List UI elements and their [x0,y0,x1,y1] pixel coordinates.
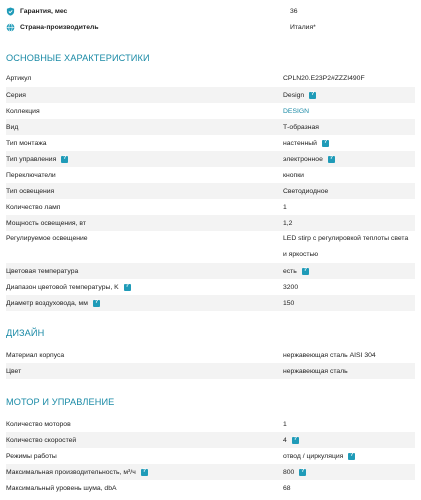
spec-row-switches [6,167,415,183]
spec-row-max-noise [6,480,415,496]
spec-key-wrap [6,300,283,307]
help-icon[interactable]: ? [323,139,328,146]
spec-key: Максимальный уровень шума, dbA [6,484,117,492]
spec-value: есть [283,267,297,275]
spec-row-light-power [6,215,415,231]
spec-value: Светодиодное [283,187,329,195]
warranty-label: Гарантия, мес [20,7,68,15]
spec-row-speeds [6,432,415,448]
spec-row-mount [6,135,415,151]
spec-value-wrap [283,140,329,147]
section-title-main: ОСНОВНЫЕ ХАРАКТЕРИСТИКИ [6,53,150,63]
spec-row-lighting [6,183,415,199]
spec-key: Количество моторов [6,420,71,428]
spec-key: Режимы работы [6,452,57,460]
spec-key: Количество ламп [6,203,61,211]
spec-row-max-performance [6,464,415,480]
spec-row-modes [6,448,415,464]
help-icon[interactable]: ? [350,452,354,459]
spec-row-adjustable-light [6,231,415,263]
country-row [6,19,415,35]
spec-row-color-temp-range [6,279,415,295]
spec-key: Артикул [6,74,32,82]
spec-value-line2: и яркостью [283,251,319,258]
help-icon[interactable]: ? [94,299,99,306]
spec-value: 3200 [283,283,299,291]
spec-value: 1,2 [283,219,293,227]
help-icon[interactable]: ? [329,155,334,162]
spec-value-multiline [283,231,408,263]
help-icon[interactable]: ? [303,267,308,274]
help-icon[interactable]: ? [310,91,315,98]
spec-value: Т-образная [283,123,319,131]
spec-value: нержавеющая сталь [283,367,348,375]
help-icon[interactable]: ? [125,283,129,290]
spec-value: CPLN20.E23P2#ZZZI490F [283,74,365,82]
spec-value-wrap [283,469,306,476]
spec-key: Цвет [6,367,22,375]
spec-key-wrap [6,156,283,163]
spec-value: настенный [283,139,317,147]
collection-link[interactable]: DESIGN [283,107,310,115]
spec-value: Design [283,91,305,99]
help-icon[interactable]: ? [142,468,146,475]
spec-value: 800 [283,468,295,476]
spec-key: Тип монтажа [6,139,47,147]
spec-key-wrap [6,469,283,476]
spec-value: 1 [283,420,287,428]
spec-row-body-material [6,347,415,363]
spec-value-wrap [283,453,355,460]
spec-key: Мощность освещения, вт [6,219,86,227]
spec-key: Цветовая температура [6,267,79,275]
country-value: Италия* [290,23,316,31]
section-title-design: ДИЗАЙН [6,328,45,338]
spec-value: нержавеющая сталь AISI 304 [283,351,376,359]
spec-key: Материал корпуса [6,351,65,359]
spec-key: Регулируемое освещение [6,235,88,242]
spec-value-wrap [283,156,335,163]
spec-key: Диаметр воздуховода, мм [6,299,88,307]
spec-value: 150 [283,299,295,307]
warranty-row [6,3,415,19]
warranty-value: 36 [290,7,298,15]
spec-row-lamps [6,199,415,215]
spec-value: 1 [283,203,287,211]
spec-row-motors [6,416,415,432]
spec-key: Вид [6,123,19,131]
help-icon[interactable]: ? [293,436,297,443]
spec-key: Максимальная производительность, м³/ч [6,468,136,476]
spec-row-control [6,151,415,167]
spec-value: 4 [283,436,287,444]
spec-key: Количество скоростей [6,436,77,444]
spec-key-wrap [6,284,283,291]
section-title-motor: МОТОР И УПРАВЛЕНИЕ [6,397,115,407]
spec-row-series [6,87,415,103]
spec-key: Коллекция [6,107,40,115]
spec-row-article [6,70,415,86]
spec-key: Переключатели [6,171,56,179]
spec-row-type [6,119,415,135]
spec-key: Серия [6,91,26,99]
country-label: Страна-производитель [20,23,99,31]
help-icon[interactable]: ? [301,468,305,475]
spec-value: отвод / циркуляция [283,452,344,460]
spec-key: Тип освещения [6,187,55,195]
spec-value: электронное [283,155,323,163]
spec-row-duct [6,295,415,311]
spec-row-collection [6,103,415,119]
spec-value-wrap [283,268,309,275]
spec-row-color-temp [6,263,415,279]
spec-key: Диапазон цветовой температуры, K [6,283,119,291]
spec-row-color [6,363,415,379]
spec-key: Тип управления [6,155,57,163]
spec-value-wrap [283,92,316,99]
shield-check-icon [6,7,15,16]
spec-value-wrap [283,437,299,444]
spec-value: 68 [283,484,291,492]
spec-value: кнопки [283,171,304,179]
spec-value: LED stirp с регулировкой теплоты света [283,235,409,242]
help-icon[interactable]: ? [63,155,67,162]
globe-icon [6,23,15,32]
